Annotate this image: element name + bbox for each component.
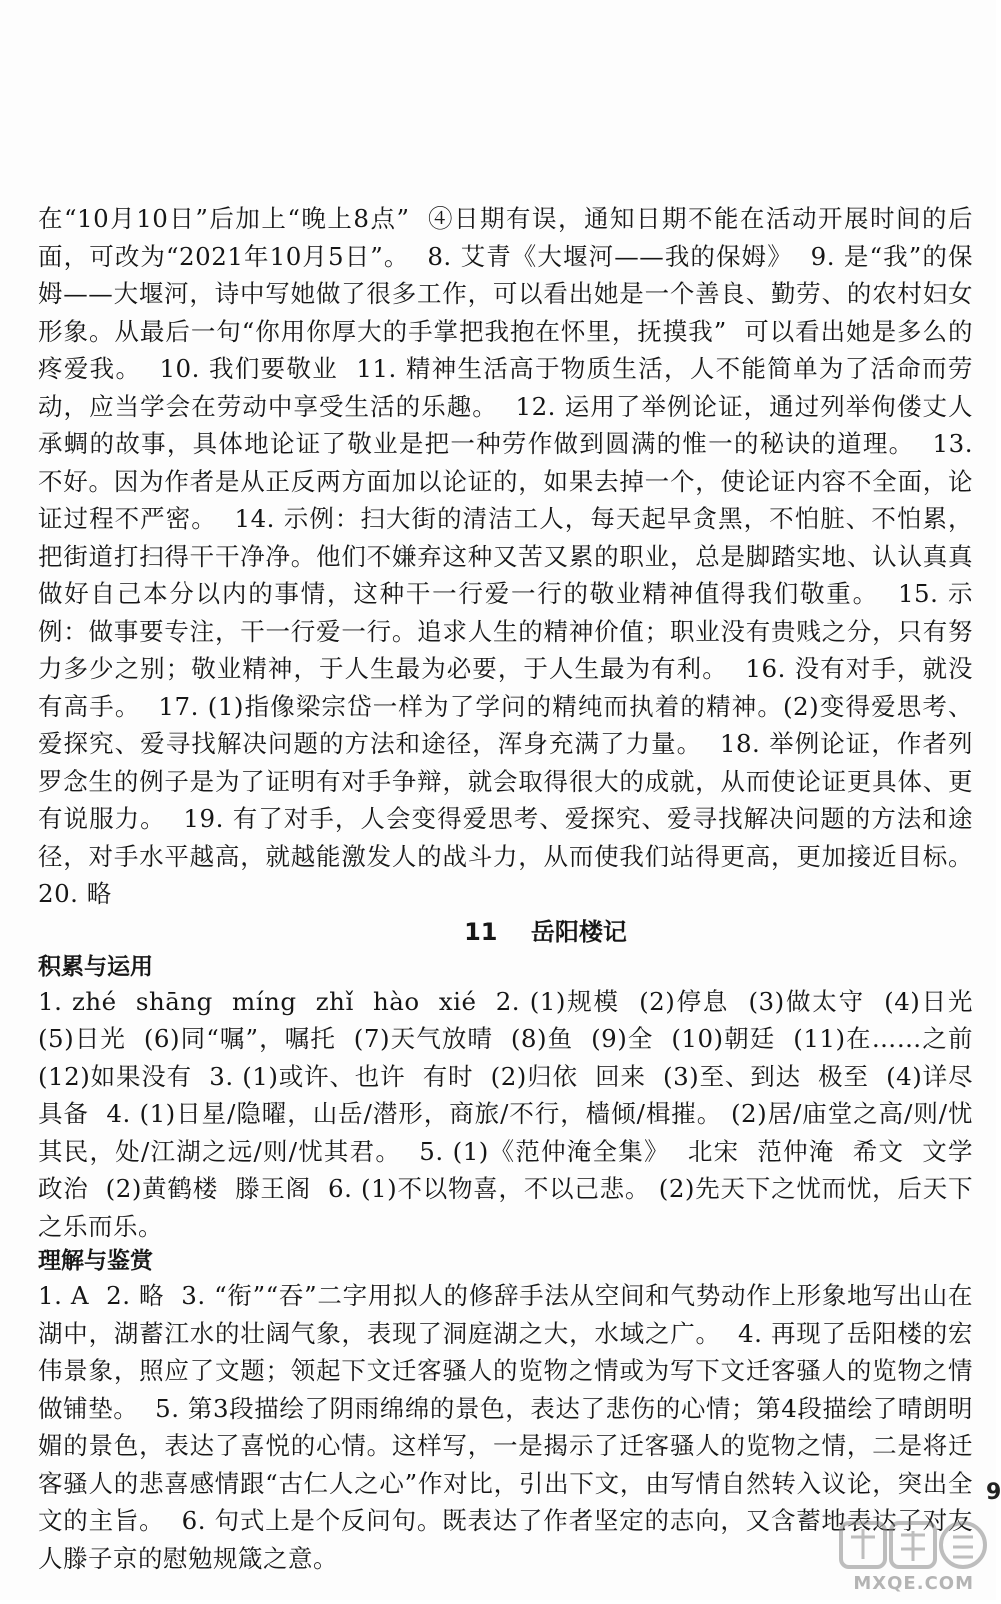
answer-column [38, 200, 990, 1577]
watermark-logo [831, 1505, 996, 1600]
comprehension-and-appreciation-answers: 1. A 2. 略 3. “衔”“吞”二字用拟人的修辞手法从空间和气势动作上形象地写出山在湖中，湖蓄江水的壮阔气象，表现了洞庭湖之大，水域之广。 4. 再现了岳阳楼的宏伟景象，照应了文题；领起下文迁客骚人的览物之情或为写下文迁客骚人的览物之情做铺垫。 5. 第3段描绘了阴雨绵绵的景色，表达了悲伤的心情；第4段描绘了晴朗明媚的景色，表达了喜悦的心情。这样写，一是揭示了迁客骚人的览物之情，二是将迁客骚人的悲喜感情跟“古仁人之心”作对比，引出下文，由写情自然转入议论，突出全文的主旨。 6. 句式上是个反问句。既表达了作者坚定的志向，又含蓄地表达了对友人滕子京的慰勉规箴之意。 [38, 1281, 973, 1573]
heading-accumulation-and-use: 积累与运用 [38, 953, 153, 980]
section-10-answers: 在“10月10日”后加上“晚上8点” ④日期有误，通知日期不能在活动开展时间的后面，可改为“2021年10月5日”。 8. 艾青《大堰河——我的保姆》 9. 是“我”的保姆——大堰河，诗中写她做了很多工作，可以看出她是一个善良、勤劳、的农村妇女形象。从最后一句“你用你厚大的手掌把我抱在怀里，抚摸我” 可以看出她是多么的疼爱我。 10. 我们要敬业 11. 精神生活高于物质生活，人不能简单为了活命而劳动，应当学会在劳动中享受生活的乐趣。 12. 运用了举例论证，通过列举佝偻丈人承蜩的故事，具体地论证了敬业是把一种劳作做到圆满的惟一的秘诀的道理。 13. 不好。因为作者是从正反两方面加以论证的，如果去掉一个，使论证内容不全面，论证过程不严密。 14. 示例：扫大街的清洁工人，每天起早贪黑，不怕脏、不怕累，把街道打扫得干干净净。他们不嫌弃这种又苦又累的职业，总是脚踏实地、认认真真做好自己本分以内的事情，这种干一行爱一行的敬业精神值得我们敬重。 15. 示例：做事要专注，干一行爱一行。追求人生的精神价值；职业没有贵贱之分，只有努力多少之别；敬业精神，于人生最为必要，于人生最为有利。 16. 没有对手，就没有高手。 17. (1)指像梁宗岱一样为了学问的精纯而执着的精神。(2)变得爱思考、爱探究、爱寻找解决问题的方法和途径，浑身充满了力量。 18. 举例论证，作者列罗念生的例子是为了证明有对手争辩，就会取得很大的成就，从而使论证更具体、更有说服力。 19. 有了对手，人会变得爱思考、爱探究、爱寻找解决问题的方法和途径，对手水平越高，就越能激发人的战斗力，从而使我们站得更高，更加接近目标。 20. 略 [38, 204, 990, 908]
accumulation-and-use-answers: 1. zhé shāng míng zhǐ hào xié 2. (1)规模 (2)停息 (3)做太守 (4)日光 (5)日光 (6)同“嘱”，嘱托 (7)天气放晴 (8)鱼 (9)全 (10)朝廷 (11)在……之前 (12)如果没有 3. (1)或许、也许 有时 (2)归依 回来 (3)至、到达 极至 (4)详尽 具备 4. (1)日星/隐曜，山岳/潜形，商旅/不行，樯倾/楫摧。 (2)居/庙堂之高/则/忧其民，处/江湖之远/则/忧其君。 5. (1)《范仲淹全集》 北宋 范仲淹 希文 文学 政治 (2)黄鹤楼 滕王阁 6. (1)不以物喜，不以己悲。 (2)先天下之忧而忧，后天下之乐而乐。 [38, 986, 990, 1241]
section-11-title: 11 岳阳楼记 [464, 917, 627, 946]
heading-comprehension-and-appreciation: 理解与鉴赏 [38, 1248, 153, 1274]
page-number-fragment: 9 [986, 1480, 1001, 1505]
watermark-site: MXQE.COM [853, 1573, 974, 1594]
